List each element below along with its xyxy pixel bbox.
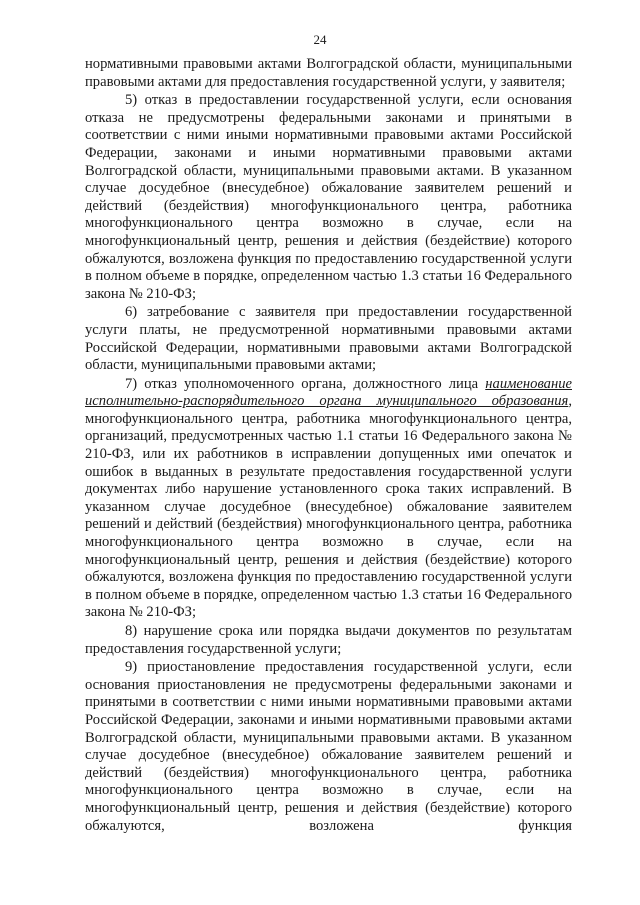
document-body [85, 56, 572, 836]
paragraph-item-7 [85, 376, 572, 622]
item-7-placeholder-text: наименование исполнительно-распорядительного органа муниципального образования [85, 375, 572, 410]
paragraph-continuation: нормативными правовыми актами Волгоградской области, муниципальными правовыми актами для предоставления государственной услуги, у заявителя; [85, 56, 572, 90]
item-7-text-before: 7) отказ уполномоченного органа, должностного лица [125, 375, 486, 392]
paragraph-item-9: 9) приостановление предоставления государственной услуги, если основания приостановления не предусмотрены федеральными законами и принятыми в соответствии с ними иными нормативными правовыми актами Российской Федерации, законами и иными нормативными правовыми актами Волгоградской области, муниципальными правовыми актами. В указанном случае досудебное (внесудебное) обжалование заявителем решений и действий (бездействия) многофункционального центра, работника многофункционального центра возможно в случае, если на многофункциональный центр, решения и действия (бездействие) которого обжалуются, возложена функция [85, 659, 572, 834]
page-number: 24 [313, 32, 327, 47]
paragraph-item-8: 8) нарушение срока или порядка выдачи документов по результатам предоставления государственной услуги; [85, 623, 572, 657]
paragraph-item-5: 5) отказ в предоставлении государственной услуги, если основания отказа не предусмотрены федеральными законами и принятыми в соответствии с ними иными нормативными правовыми актами Российской Федерации, законами и иными нормативными правовыми актами Волгоградской области, муниципальными правовыми актами. В указанном случае досудебное (внесудебное) обжалование заявителем решений и действий (бездействия) многофункционального центра, работника многофункционального центра возможно в случае, если на многофункциональный центр, решения и действия (бездействие) которого обжалуются, возложена функция по предоставлению государственной услуги в полном объеме в порядке, определенном частью 1.3 статьи 16 Федерального закона № 210-ФЗ; [85, 92, 572, 302]
paragraph-item-6: 6) затребование с заявителя при предоставлении государственной услуги платы, не предусмотренной нормативными правовыми актами Российской Федерации, нормативными правовыми актами Волгоградской области, муниципальными правовыми актами; [85, 304, 572, 374]
item-7-text-after: , многофункционального центра, работника многофункционального центра, организаций, предусмотренных частью 1.1 статьи 16 Федерального закона № 210-ФЗ, или их работников в исправлении допущенных ими опечаток и ошибок в выданных в результате предоставления государственной услуги документах либо нарушение установленного срока таких исправлений. В указанном случае досудебное (внесудебное) обжалование заявителем решений и действий (бездействия) многофункционального центра, работника многофункционального центра возможно в случае, если на многофункциональный центр, решения и действия (бездействие) которого обжалуются, возложена функция по предоставлению государственной услуги в полном объеме в порядке, определенном частью 1.3 статьи 16 Федерального закона № 210-ФЗ; [85, 393, 572, 621]
